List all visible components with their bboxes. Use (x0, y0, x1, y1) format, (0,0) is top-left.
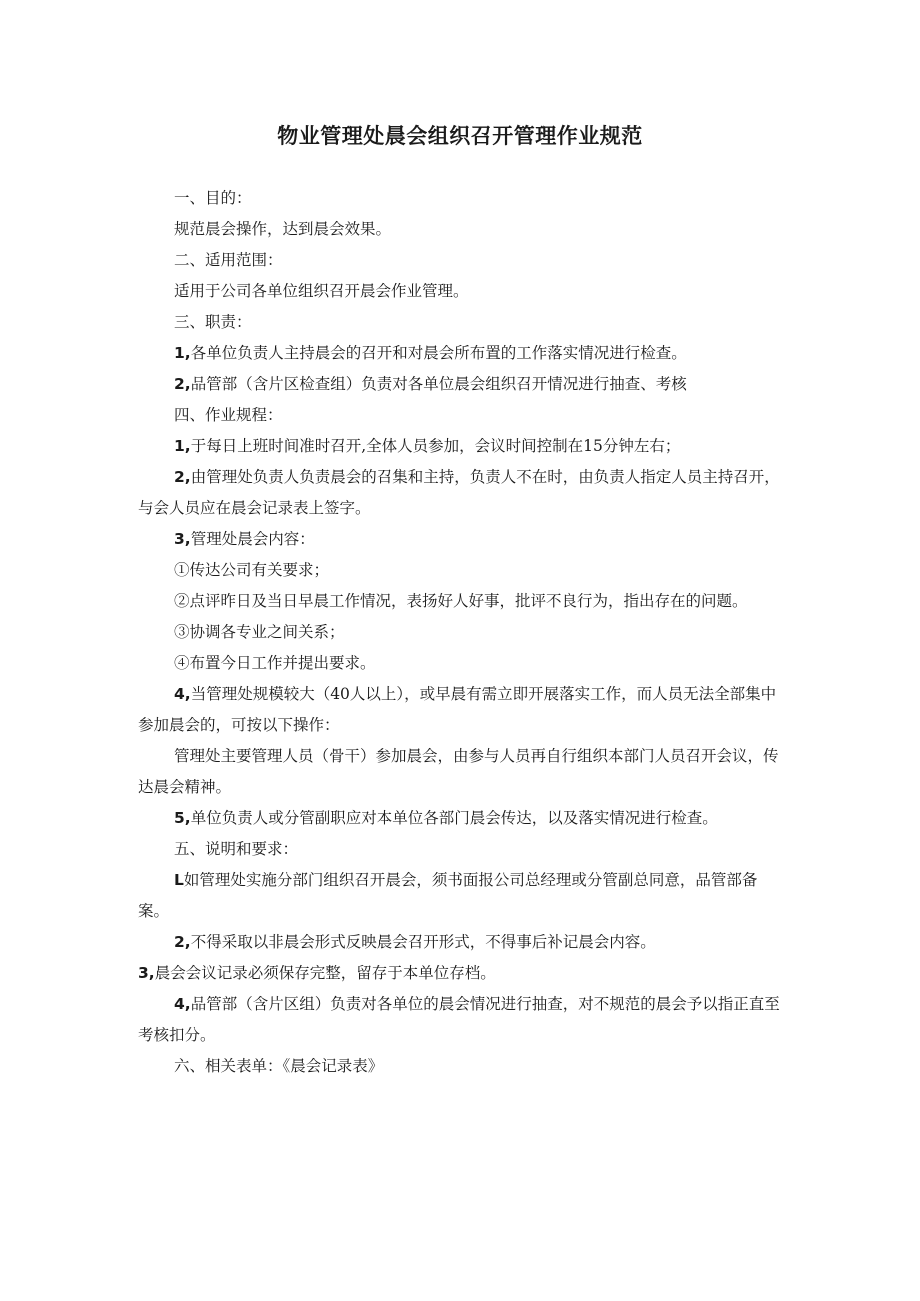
paragraph (138, 245, 788, 276)
paragraph-text: 三、职责： (174, 313, 252, 331)
paragraph (138, 865, 788, 927)
paragraph (138, 617, 788, 648)
paragraph-text: ②点评昨日及当日早晨工作情况，表扬好人好事，批评不良行为，指出存在的问题。 (174, 592, 748, 610)
paragraph (138, 431, 788, 462)
paragraph-text: 当管理处规模较大（40人以上），或早晨有需立即开展落实工作，而人员无法全部集中参加晨会的，可按以下操作： (138, 685, 777, 734)
paragraph-text: ③协调各专业之间关系； (174, 623, 345, 641)
paragraph-text: 二、适用范围： (174, 251, 283, 269)
paragraph-text: 适用于公司各单位组织召开晨会作业管理。 (174, 282, 469, 300)
paragraph-number: 4, (174, 995, 191, 1013)
paragraph (138, 679, 788, 741)
paragraph (138, 462, 788, 524)
paragraph (138, 400, 788, 431)
paragraph-text: 各单位负责人主持晨会的召开和对晨会所布置的工作落实情况进行检查。 (190, 344, 687, 362)
paragraph-number: 2, (174, 468, 191, 486)
paragraph (138, 927, 788, 958)
paragraph (138, 586, 788, 617)
paragraph (138, 834, 788, 865)
paragraph-text: 不得采取以非晨会形式反映晨会召开形式，不得事后补记晨会内容。 (190, 933, 656, 951)
paragraph-number: 2, (174, 375, 191, 393)
paragraph-text: 单位负责人或分管副职应对本单位各部门晨会传达，以及落实情况进行检查。 (190, 809, 718, 827)
paragraph (138, 958, 788, 989)
paragraph-text: 由管理处负责人负责晨会的召集和主持，负责人不在时，由负责人指定人员主持召开，与会人员应在晨会记录表上签字。 (138, 468, 780, 517)
paragraph-text: 管理处晨会内容： (190, 530, 315, 548)
paragraph-number: L (174, 871, 184, 889)
paragraph (138, 524, 788, 555)
paragraph (138, 1051, 788, 1082)
paragraph-number: 1, (174, 344, 191, 362)
paragraph (138, 307, 788, 338)
paragraph (138, 803, 788, 834)
paragraph-number: 4, (174, 685, 191, 703)
paragraph (138, 648, 788, 679)
paragraph (138, 989, 788, 1051)
paragraph-number: 5, (174, 809, 191, 827)
paragraph-text: 一、目的： (174, 189, 252, 207)
paragraph (138, 183, 788, 214)
document-title: 物业管理处晨会组织召开管理作业规范 (277, 124, 643, 148)
paragraph-text: 四、作业规程： (174, 406, 283, 424)
paragraph-text: 如管理处实施分部门组织召开晨会，须书面报公司总经理或分管副总同意，品管部备案。 (138, 871, 758, 920)
paragraph-text: 六、相关表单：《晨会记录表》 (174, 1057, 384, 1075)
paragraph-text: 于每日上班时间准时召开,全体人员参加，会议时间控制在15分钟左右； (190, 437, 681, 455)
paragraph-number: 3, (138, 964, 155, 982)
paragraph-text: 五、说明和要求： (174, 840, 299, 858)
paragraph (138, 369, 788, 400)
paragraph-text: 品管部（含片区检查组）负责对各单位晨会组织召开情况进行抽查、考核 (190, 375, 687, 393)
paragraph (138, 338, 788, 369)
paragraph (138, 276, 788, 307)
paragraph-text: ①传达公司有关要求； (174, 561, 330, 579)
paragraph-number: 2, (174, 933, 191, 951)
paragraph-text: 规范晨会操作，达到晨会效果。 (174, 220, 392, 238)
paragraph-number: 3, (174, 530, 191, 548)
paragraph-number: 1, (174, 437, 191, 455)
paragraph (138, 214, 788, 245)
paragraph-text: 品管部（含片区组）负责对各单位的晨会情况进行抽查，对不规范的晨会予以指正直至考核扣分。 (138, 995, 780, 1044)
document-body (138, 183, 788, 1082)
paragraph-text: 晨会会议记录必须保存完整，留存于本单位存档。 (154, 964, 496, 982)
paragraph-text: 管理处主要管理人员（骨干）参加晨会，由参与人员再自行组织本部门人员召开会议，传达晨会精神。 (138, 747, 779, 796)
paragraph (138, 741, 788, 803)
paragraph (138, 555, 788, 586)
paragraph-text: ④布置今日工作并提出要求。 (174, 654, 376, 672)
